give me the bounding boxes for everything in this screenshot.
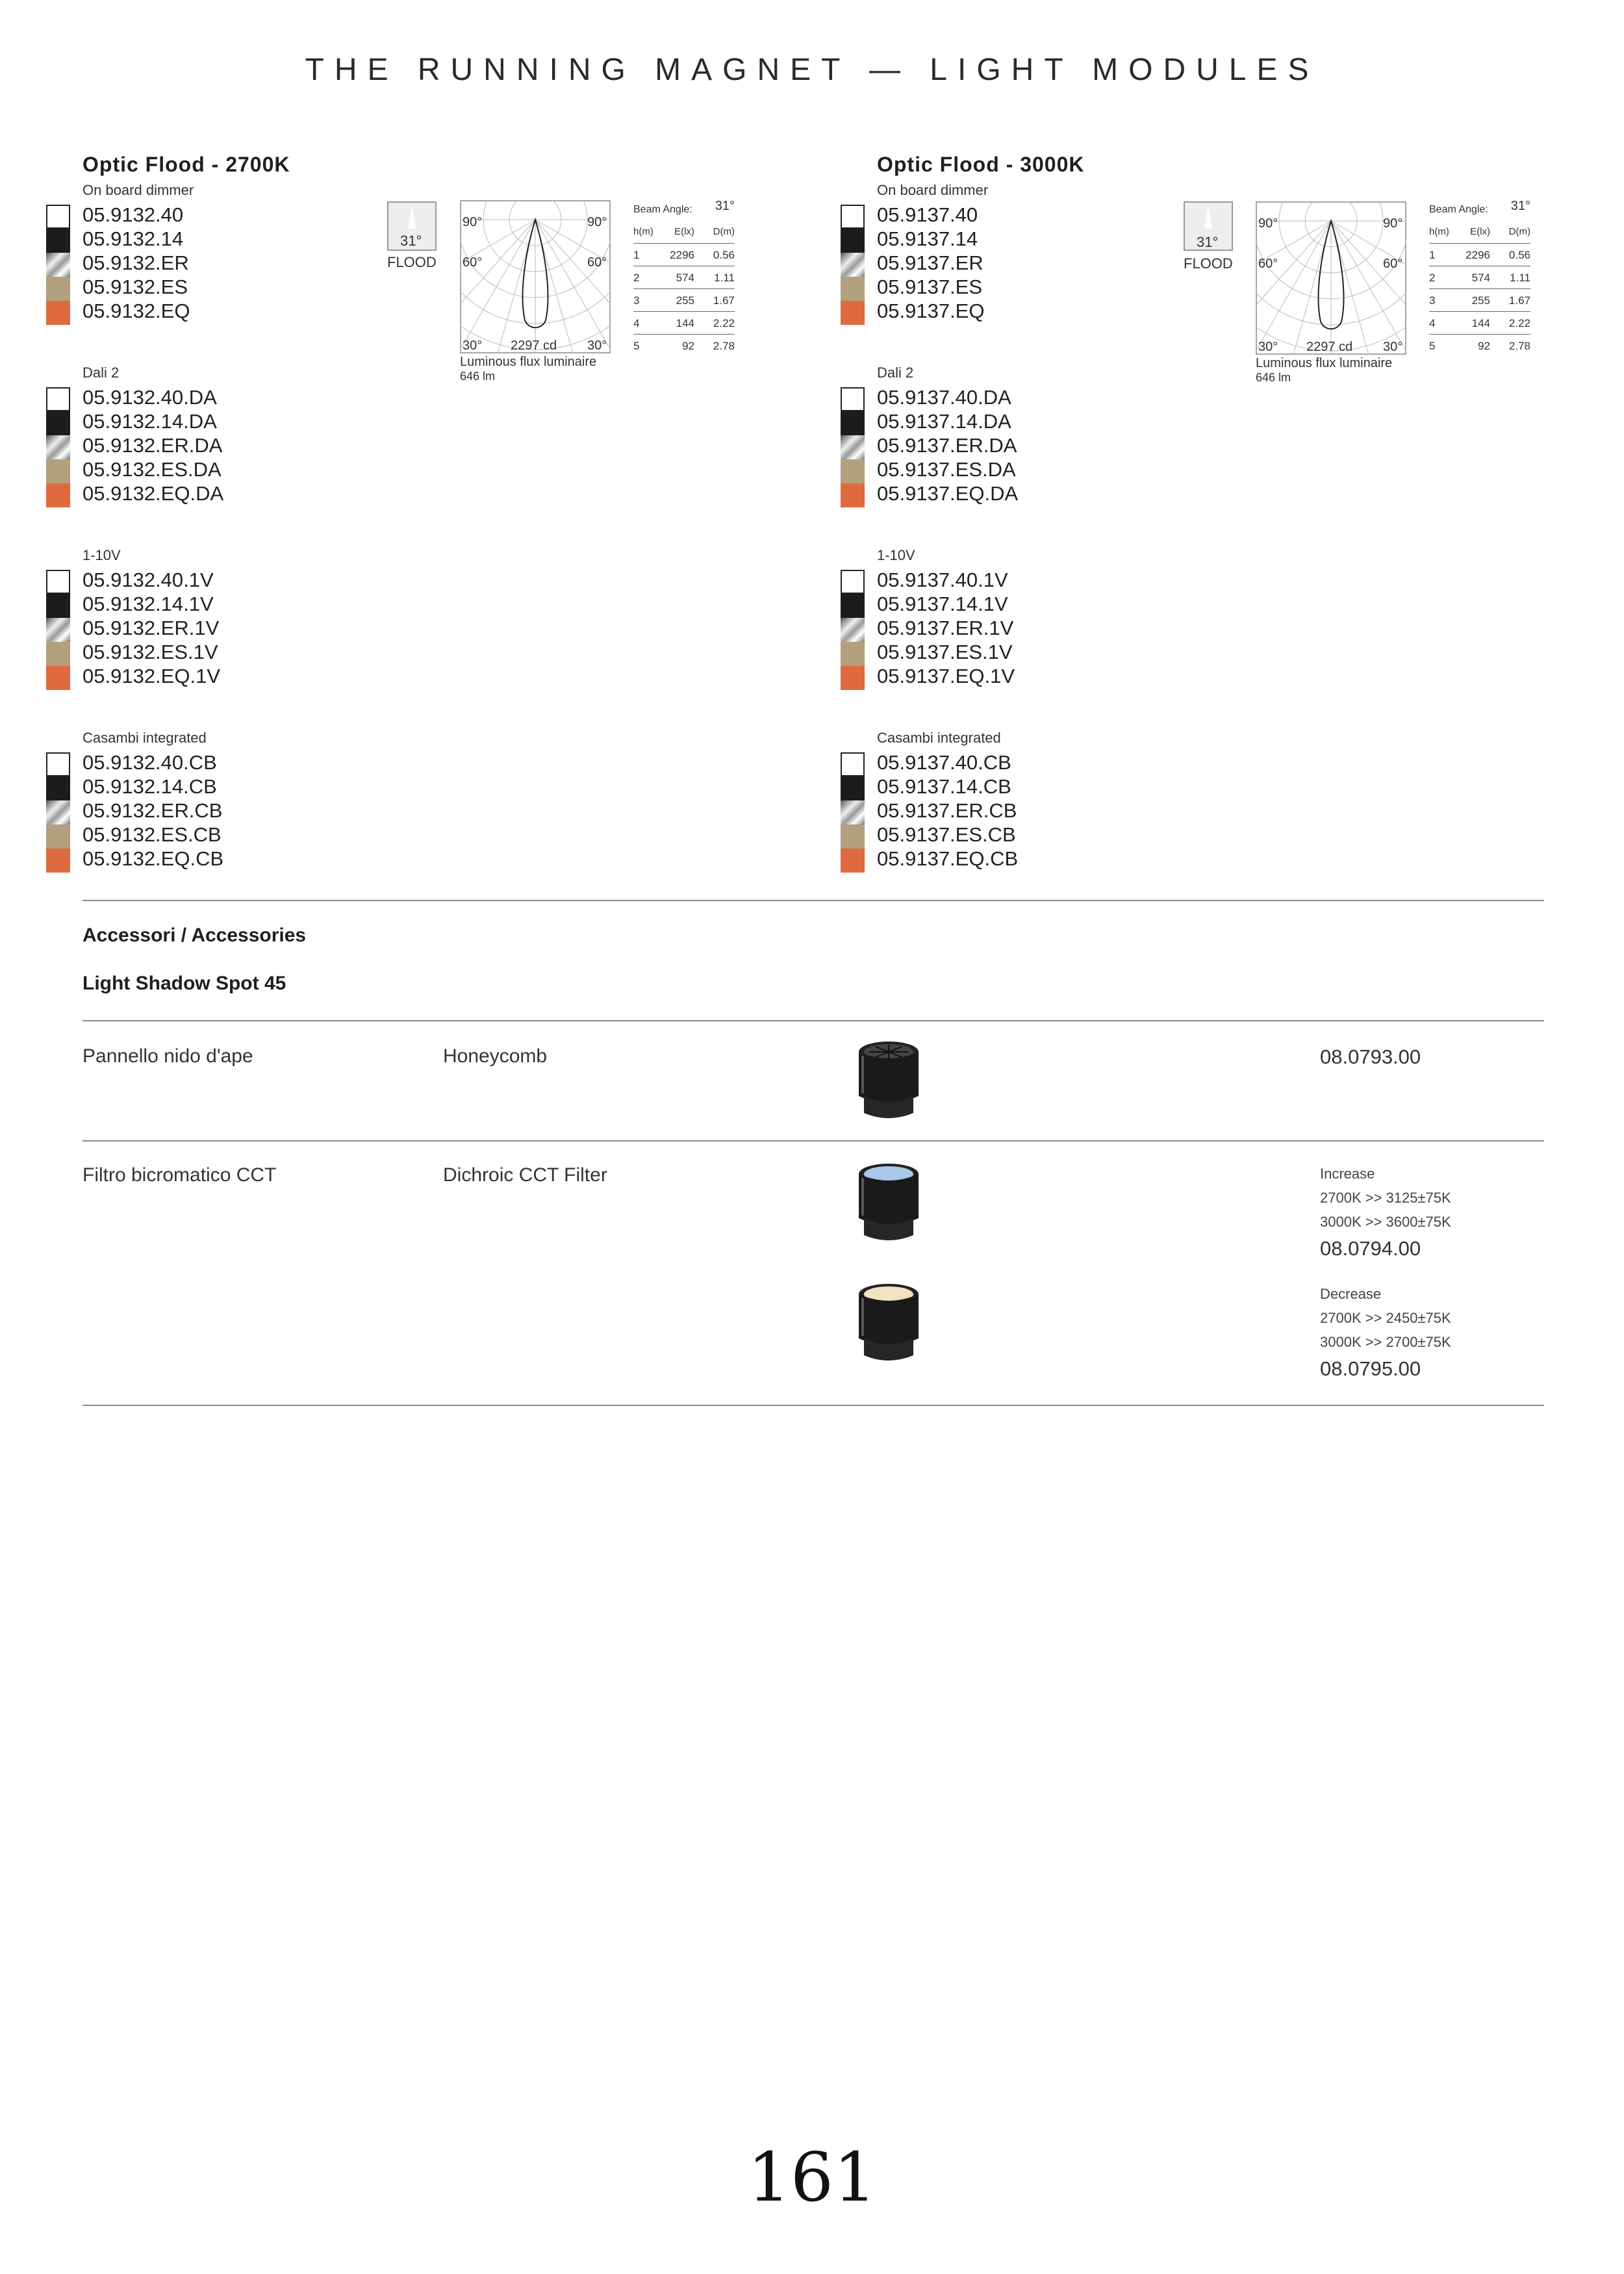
- list-item: [794, 481, 1509, 505]
- table-row: 4 144 2.22: [1429, 312, 1530, 335]
- list-item: [794, 385, 1509, 409]
- list-item: [0, 385, 715, 409]
- group-label: 1-10V: [877, 547, 915, 563]
- flux-caption-label: Luminous flux luminaire: [460, 355, 597, 369]
- decrease-label: Decrease: [1320, 1286, 1382, 1302]
- product-code: 05.9132.ES.DA: [82, 458, 222, 481]
- increase-spec-3000k: 3000K >> 3600±75K: [1320, 1214, 1451, 1230]
- orange-finish-swatch: [841, 301, 865, 325]
- product-code: 05.9137.14.CB: [877, 775, 1011, 798]
- product-code: 05.9137.ER.CB: [877, 799, 1017, 822]
- product-code: 05.9132.ER.CB: [82, 799, 223, 822]
- column-header: h(m): [1429, 226, 1449, 237]
- beam-angle-value: 31°: [715, 199, 735, 213]
- product-code: 05.9137.40.CB: [877, 751, 1011, 774]
- product-code: 05.9132.14.1V: [82, 593, 214, 615]
- table-row: 3 255 1.67: [633, 289, 735, 312]
- page-title: THE RUNNING MAGNET — LIGHT MODULES: [305, 53, 1319, 87]
- luminous-flux-caption: [460, 355, 596, 383]
- champagne-finish-swatch: [46, 642, 70, 666]
- increase-spec-2700k: 2700K >> 3125±75K: [1320, 1190, 1451, 1206]
- chrome-finish-swatch: [46, 253, 70, 277]
- product-code: 05.9132.ER.1V: [82, 617, 220, 639]
- column-header: h(m): [633, 226, 653, 237]
- chrome-finish-swatch: [841, 253, 865, 277]
- product-code: 05.9132.14.CB: [82, 775, 217, 798]
- angle-label: 30°: [1258, 340, 1278, 354]
- angle-label: 90°: [1383, 216, 1403, 231]
- list-item: [0, 750, 715, 774]
- orange-finish-swatch: [841, 666, 865, 690]
- accessories-title: Accessori / Accessories: [82, 925, 307, 946]
- list-item: [0, 616, 715, 640]
- accessories-subtitle: Light Shadow Spot 45: [82, 973, 286, 994]
- product-code: 05.9132.40.1V: [82, 568, 214, 591]
- champagne-finish-swatch: [46, 824, 70, 849]
- champagne-finish-swatch: [841, 277, 865, 301]
- product-code: 05.9137.40: [877, 203, 978, 226]
- product-code: 05.9137.ER.DA: [877, 434, 1017, 457]
- product-code: 05.9132.ES.1V: [82, 641, 218, 663]
- beam-angle-label: Beam Angle:: [633, 204, 692, 215]
- angle-label: 60°: [587, 255, 607, 270]
- polar-light-distribution-diagram: [460, 200, 611, 353]
- black-finish-swatch: [841, 411, 865, 435]
- list-item: [0, 481, 715, 505]
- product-code: 05.9132.EQ.CB: [82, 847, 224, 870]
- product-code: 05.9132.ES: [82, 275, 188, 298]
- accessory-name-en: Honeycomb: [443, 1045, 548, 1067]
- group-label: 1-10V: [82, 547, 121, 563]
- list-item: [0, 433, 715, 457]
- beam-angle-table: [633, 199, 735, 357]
- chrome-finish-swatch: [46, 800, 70, 824]
- table-row: 5 92 2.78: [1429, 340, 1530, 352]
- black-finish-swatch: [46, 411, 70, 435]
- product-code: 05.9132.14.DA: [82, 410, 217, 433]
- list-item: [0, 823, 715, 847]
- column-title: Optic Flood - 3000K: [877, 153, 1085, 176]
- list-item: [794, 664, 1509, 688]
- product-code: 05.9132.ER: [82, 251, 189, 274]
- table-row: 2 574 1.11: [633, 266, 735, 289]
- flux-caption-value: 646 lm: [1256, 371, 1291, 384]
- product-code: 05.9137.14.1V: [877, 593, 1008, 615]
- white-finish-swatch: [841, 570, 865, 594]
- product-code: 05.9137.14.DA: [877, 410, 1011, 433]
- chrome-finish-swatch: [46, 435, 70, 459]
- blue-filter-module-icon: [850, 1158, 928, 1249]
- accessory-code: 08.0794.00: [1320, 1237, 1421, 1260]
- list-item: [0, 592, 715, 616]
- beam-angle-label: 31°: [400, 233, 422, 249]
- divider: [82, 1405, 1544, 1406]
- black-finish-swatch: [46, 229, 70, 253]
- list-item: [0, 568, 715, 592]
- column-header: E(lx): [674, 226, 694, 237]
- accessory-name-it: Filtro bicromatico CCT: [82, 1164, 277, 1186]
- divider: [82, 900, 1544, 901]
- list-item: [0, 847, 715, 871]
- white-finish-swatch: [841, 752, 865, 776]
- champagne-finish-swatch: [841, 642, 865, 666]
- decrease-spec-3000k: 3000K >> 2700±75K: [1320, 1334, 1451, 1350]
- accessory-code: 08.0793.00: [1320, 1045, 1421, 1068]
- flux-caption-value: 646 lm: [460, 370, 496, 383]
- product-code: 05.9132.40.CB: [82, 751, 217, 774]
- white-finish-swatch: [46, 752, 70, 776]
- beam-angle-label: 31°: [1197, 234, 1219, 250]
- product-code: 05.9137.14: [877, 227, 978, 250]
- table-row: 2 574 1.11: [1429, 266, 1530, 289]
- list-item: [0, 409, 715, 433]
- black-finish-swatch: [46, 776, 70, 800]
- table-row: 5 92 2.78: [633, 340, 735, 352]
- column-header: D(m): [713, 226, 735, 237]
- list-item: [794, 592, 1509, 616]
- product-code: 05.9137.ES: [877, 275, 983, 298]
- black-finish-swatch: [46, 594, 70, 618]
- product-code: 05.9137.EQ: [877, 300, 985, 322]
- product-code: 05.9137.ER: [877, 251, 983, 274]
- variant-group-1-10v: [0, 547, 715, 688]
- candela-label: 2297 cd: [1306, 340, 1353, 354]
- table-row: 3 255 1.67: [1429, 289, 1530, 312]
- product-code: 05.9137.ES.CB: [877, 823, 1016, 846]
- champagne-finish-swatch: [841, 824, 865, 849]
- list-item: [794, 568, 1509, 592]
- column-title: Optic Flood - 2700K: [82, 153, 290, 176]
- divider: [82, 1020, 1544, 1021]
- amber-filter-module-icon: [850, 1279, 928, 1370]
- orange-finish-swatch: [841, 483, 865, 507]
- group-label: Dali 2: [82, 364, 120, 381]
- angle-label: 90°: [1258, 216, 1278, 231]
- accessory-name-it: Pannello nido d'ape: [82, 1045, 253, 1067]
- list-item: [0, 457, 715, 481]
- list-item: [0, 774, 715, 798]
- angle-label: 60°: [1383, 257, 1403, 271]
- product-code: 05.9137.EQ.CB: [877, 847, 1019, 870]
- black-finish-swatch: [841, 594, 865, 618]
- product-code: 05.9132.EQ.DA: [82, 482, 224, 505]
- orange-finish-swatch: [46, 666, 70, 690]
- champagne-finish-swatch: [46, 277, 70, 301]
- list-item: [794, 616, 1509, 640]
- beam-angle-label: Beam Angle:: [1429, 204, 1488, 215]
- product-code: 05.9137.40.DA: [877, 386, 1011, 409]
- orange-finish-swatch: [46, 483, 70, 507]
- luminous-flux-caption: [1256, 356, 1392, 385]
- product-code: 05.9132.ES.CB: [82, 823, 222, 846]
- flux-caption-label: Luminous flux luminaire: [1256, 356, 1393, 370]
- orange-finish-swatch: [46, 849, 70, 873]
- white-finish-swatch: [841, 205, 865, 229]
- list-item: [794, 750, 1509, 774]
- beam-angle-table: [1429, 199, 1530, 357]
- polar-light-distribution-diagram: [1256, 201, 1406, 355]
- angle-label: 30°: [1383, 340, 1403, 354]
- variant-group-1-10v: [794, 547, 1509, 688]
- product-code: 05.9137.ER.1V: [877, 617, 1014, 639]
- list-item: [794, 823, 1509, 847]
- chrome-finish-swatch: [841, 618, 865, 642]
- variant-group-casambi: [794, 730, 1509, 871]
- product-code: 05.9132.40.DA: [82, 386, 217, 409]
- group-label: Casambi integrated: [877, 730, 1001, 746]
- group-label: On board dimmer: [877, 182, 989, 198]
- page-number: 161: [747, 2138, 877, 2217]
- orange-finish-swatch: [46, 301, 70, 325]
- white-finish-swatch: [46, 387, 70, 411]
- decrease-spec-2700k: 2700K >> 2450±75K: [1320, 1310, 1451, 1326]
- orange-finish-swatch: [841, 849, 865, 873]
- list-item: [0, 640, 715, 664]
- chrome-finish-swatch: [841, 800, 865, 824]
- list-item: [794, 640, 1509, 664]
- champagne-finish-swatch: [841, 459, 865, 483]
- white-finish-swatch: [46, 570, 70, 594]
- group-label: Dali 2: [877, 364, 914, 381]
- increase-label: Increase: [1320, 1166, 1375, 1182]
- list-item: [794, 433, 1509, 457]
- angle-label: 60°: [463, 255, 483, 270]
- product-code: 05.9132.14: [82, 227, 184, 250]
- chrome-finish-swatch: [841, 435, 865, 459]
- list-item: [0, 798, 715, 823]
- product-code: 05.9137.EQ.1V: [877, 665, 1015, 687]
- list-item: [794, 798, 1509, 823]
- divider: [82, 1140, 1544, 1142]
- product-code: 05.9137.ES.1V: [877, 641, 1013, 663]
- chrome-finish-swatch: [46, 618, 70, 642]
- list-item: [0, 664, 715, 688]
- black-finish-swatch: [841, 776, 865, 800]
- accessory-name-en: Dichroic CCT Filter: [443, 1164, 607, 1186]
- product-code: 05.9132.40: [82, 203, 184, 226]
- product-code: 05.9137.ES.DA: [877, 458, 1016, 481]
- product-code: 05.9132.ER.DA: [82, 434, 223, 457]
- candela-label: 2297 cd: [511, 339, 557, 353]
- product-code: 05.9137.EQ.DA: [877, 482, 1019, 505]
- flood-label: FLOOD: [387, 254, 437, 270]
- accessory-code: 08.0795.00: [1320, 1357, 1421, 1380]
- variant-group-dali: [794, 364, 1509, 505]
- group-label: Casambi integrated: [82, 730, 207, 746]
- white-finish-swatch: [841, 387, 865, 411]
- honeycomb-module-icon: [850, 1036, 928, 1127]
- flood-label: FLOOD: [1184, 255, 1233, 272]
- list-item: [794, 457, 1509, 481]
- list-item: [794, 774, 1509, 798]
- product-code: 05.9137.40.1V: [877, 568, 1008, 591]
- variant-group-casambi: [0, 730, 715, 871]
- table-row: 1 2296 0.56: [633, 244, 735, 266]
- column-header: E(lx): [1470, 226, 1490, 237]
- list-item: [794, 409, 1509, 433]
- black-finish-swatch: [841, 229, 865, 253]
- angle-label: 30°: [587, 339, 607, 353]
- angle-label: 60°: [1258, 257, 1278, 271]
- angle-label: 30°: [463, 339, 483, 353]
- champagne-finish-swatch: [46, 459, 70, 483]
- variant-group-dali: [0, 364, 715, 505]
- table-row: 1 2296 0.56: [1429, 244, 1530, 266]
- product-code: 05.9132.EQ.1V: [82, 665, 220, 687]
- table-row: 4 144 2.22: [633, 312, 735, 335]
- column-header: D(m): [1508, 226, 1530, 237]
- angle-label: 90°: [587, 215, 607, 229]
- list-item: [794, 847, 1509, 871]
- product-code: 05.9132.EQ: [82, 300, 190, 322]
- beam-angle-value: 31°: [1510, 199, 1530, 213]
- angle-label: 90°: [463, 215, 483, 229]
- white-finish-swatch: [46, 205, 70, 229]
- group-label: On board dimmer: [82, 182, 194, 198]
